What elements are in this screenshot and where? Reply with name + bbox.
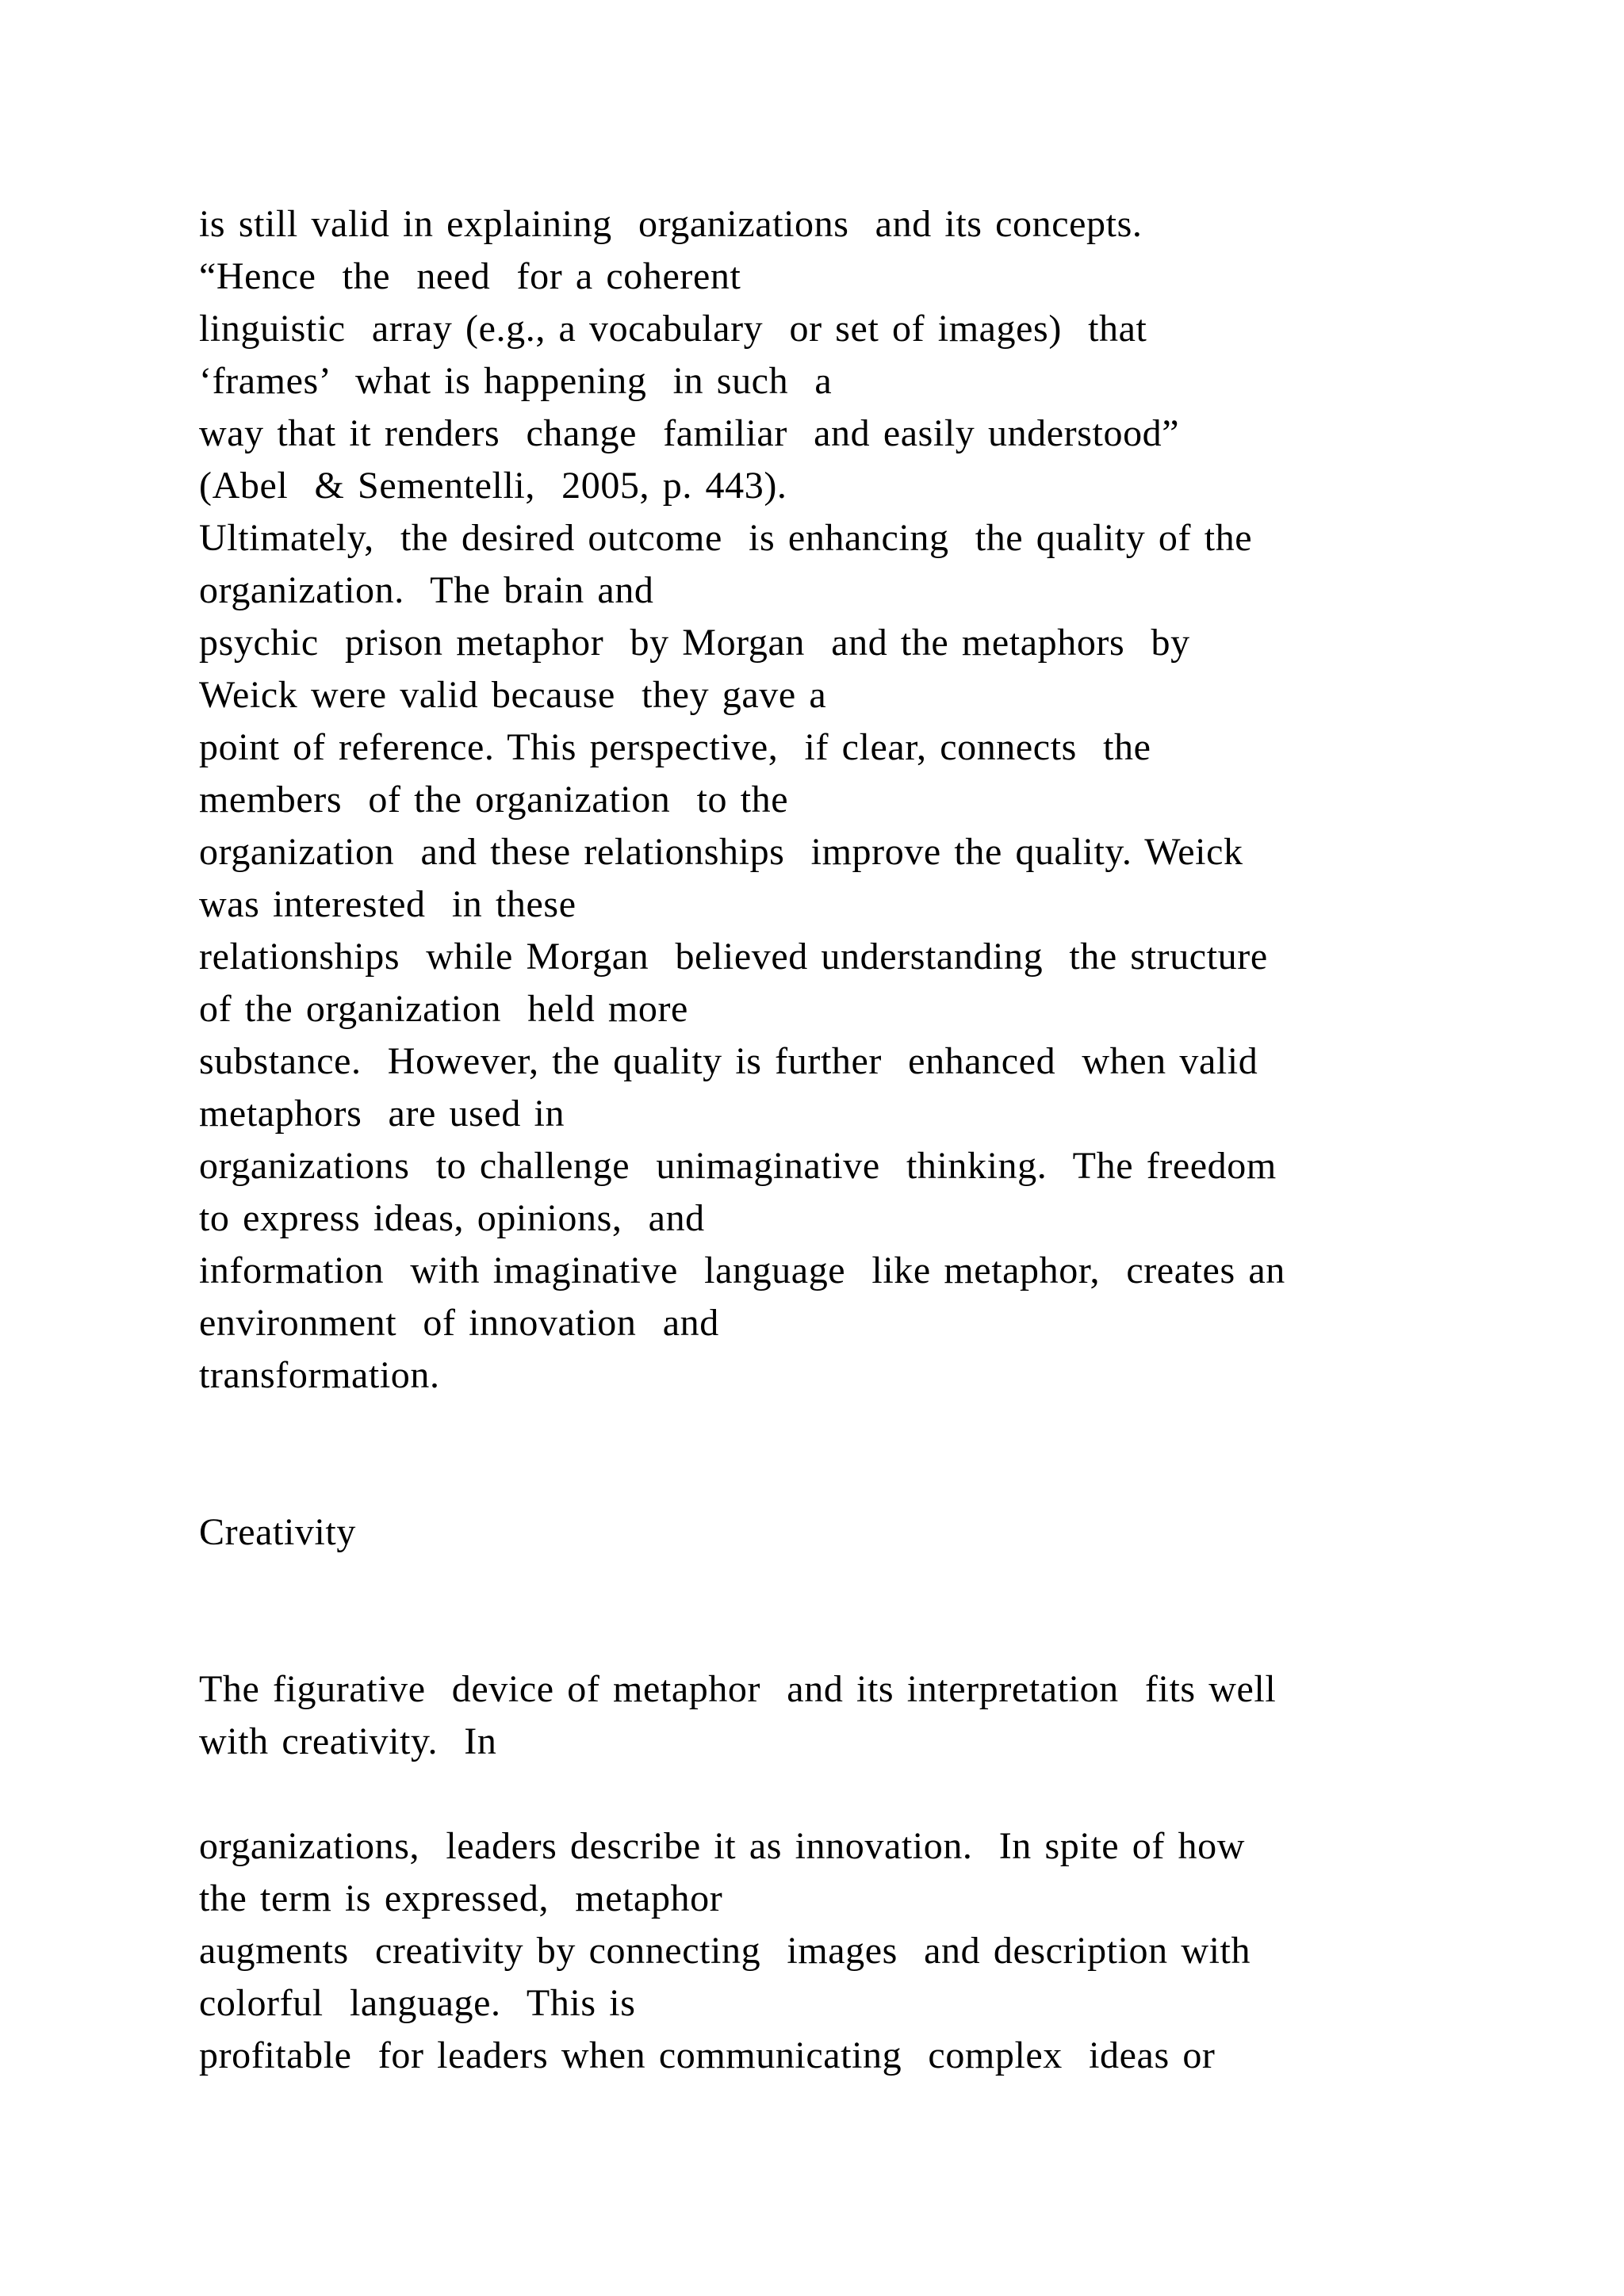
text-line: is still valid in explaining organizations and its concepts. [199, 203, 1143, 245]
text-line: (Abel & Sementelli, 2005, p. 443). [199, 465, 787, 507]
text-line: substance. However, the quality is further enhanced when valid [199, 1040, 1258, 1082]
text-line: environment of innovation and [199, 1302, 719, 1344]
text-line: with creativity. In [199, 1720, 497, 1762]
text-line: Weick were valid because they gave a [199, 674, 827, 716]
text-line: way that it renders change familiar and easily understood” [199, 412, 1180, 454]
text-line: organization. The brain and [199, 569, 654, 611]
text-line: was interested in these [199, 883, 576, 925]
text-line: organizations to challenge unimaginative thinking. The freedom [199, 1145, 1277, 1187]
text-line: The figurative device of metaphor and its interpretation fits well [199, 1668, 1277, 1710]
text-line: relationships while Morgan believed understanding the structure [199, 936, 1268, 978]
text-line: colorful language. This is [199, 1982, 636, 2024]
document-text [199, 198, 1507, 2082]
text-line: the term is expressed, metaphor [199, 1877, 723, 1919]
text-line: members of the organization to the [199, 779, 789, 821]
text-line: organizations, leaders describe it as innovation. In spite of how [199, 1825, 1246, 1867]
text-line: organization and these relationships improve the quality. Weick [199, 831, 1243, 873]
text-line: linguistic array (e.g., a vocabulary or set of images) that [199, 308, 1147, 350]
text-line: psychic prison metaphor by Morgan and the metaphors by [199, 622, 1190, 664]
section-heading: Creativity [199, 1511, 356, 1553]
text-line: ‘frames’ what is happening in such a [199, 360, 833, 402]
text-line: point of reference. This perspective, if clear, connects the [199, 726, 1151, 768]
paragraph-spacer [199, 1559, 1507, 1663]
text-line: “Hence the need for a coherent [199, 255, 741, 297]
text-line: Ultimately, the desired outcome is enhancing the quality of the [199, 517, 1253, 559]
text-line: of the organization held more [199, 988, 688, 1030]
paragraph-spacer [199, 1402, 1507, 1506]
text-line: metaphors are used in [199, 1093, 565, 1135]
text-line: information with imaginative language like metaphor, creates an [199, 1249, 1285, 1292]
text-line: transformation. [199, 1354, 440, 1396]
text-line: profitable for leaders when communicating complex ideas or [199, 2034, 1216, 2076]
text-line: to express ideas, opinions, and [199, 1197, 705, 1239]
paragraph-spacer [199, 1768, 1507, 1820]
text-line: augments creativity by connecting images and description with [199, 1930, 1251, 1972]
